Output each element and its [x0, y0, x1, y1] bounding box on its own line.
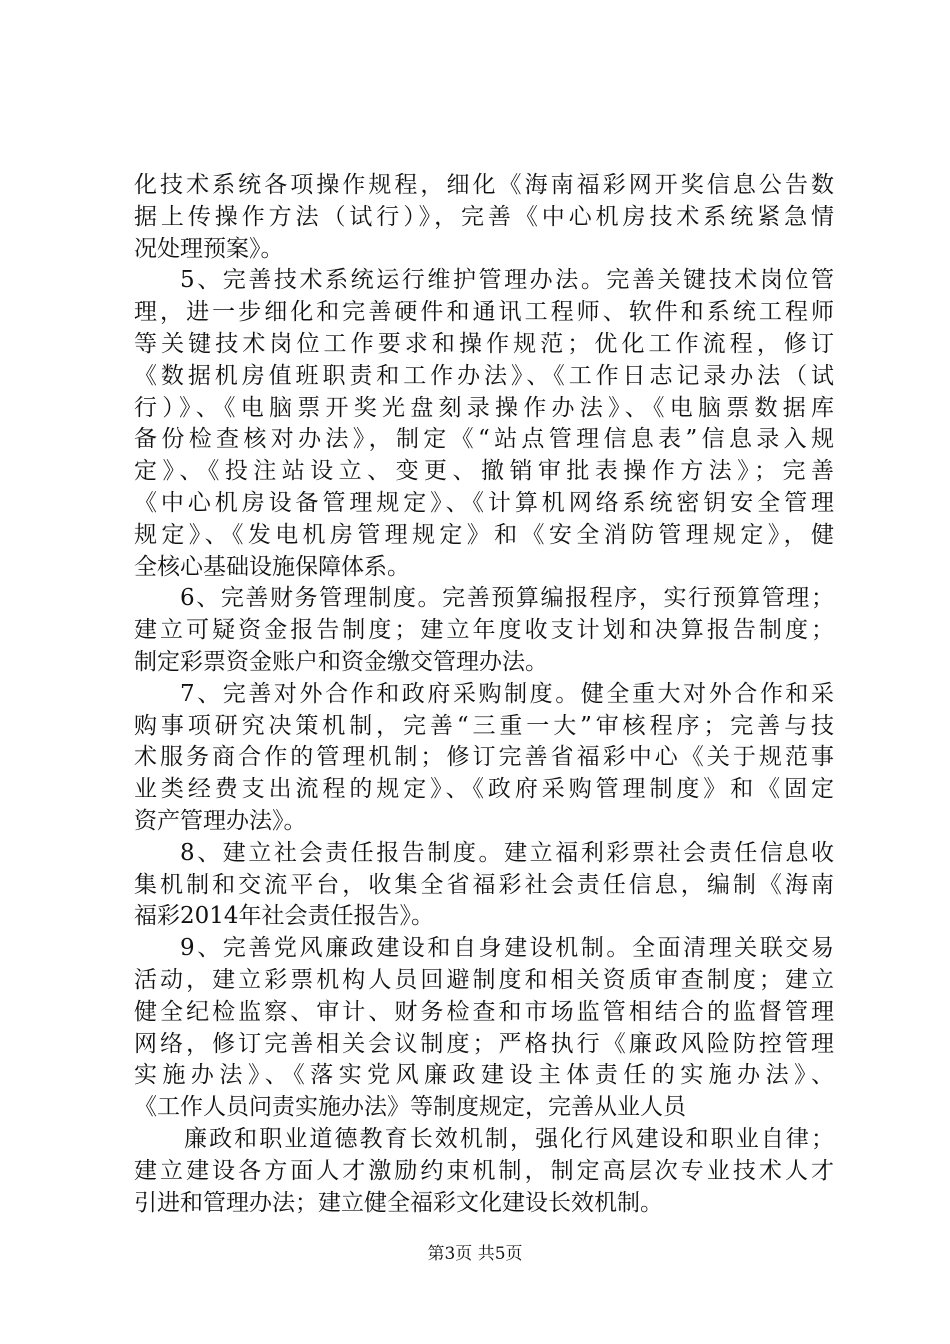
text-line: 建立建设各方面人才激励约束机制，制定高层次专业技术人才 [134, 1157, 834, 1184]
text-line: 定》、《投注站设立、变更、撤销审批表操作方法》；完善 [134, 458, 834, 485]
text-line: 建立可疑资金报告制度；建立年度收支计划和决算报告制度； [134, 617, 834, 644]
text-line: 行）》、《电脑票开奖光盘刻录操作办法》、《电脑票数据库 [134, 394, 834, 421]
text-line: 福彩2014年社会责任报告》。 [134, 903, 435, 930]
paragraph-7 [134, 1124, 834, 1219]
text-line: 《数据机房值班职责和工作办法》、《工作日志记录办法（试 [134, 362, 834, 389]
text-line: 集机制和交流平台，收集全省福彩社会责任信息，编制《海南 [134, 871, 834, 898]
text-line: 规定》、《发电机房管理规定》和《安全消防管理规定》，健 [134, 521, 834, 548]
text-line: 术服务商合作的管理机制；修订完善省福彩中心《关于规范事 [134, 744, 834, 771]
text-line: 况处理预案》。 [134, 235, 284, 262]
text-line: 理，进一步细化和完善硬件和通讯工程师、软件和系统工程师 [134, 299, 834, 326]
text-line: 据上传操作方法（试行）》，完善《中心机房技术系统紧急情 [134, 203, 834, 230]
text-line: 廉政和职业道德教育长效机制，强化行风建设和职业自律； [184, 1125, 834, 1152]
text-line: 业类经费支出流程的规定》、《政府采购管理制度》和《固定 [134, 776, 834, 803]
text-line: 网络，修订完善相关会议制度；严格执行《廉政风险防控管理 [134, 1030, 834, 1057]
paragraph-6 [134, 933, 834, 1124]
text-line: 《工作人员问责实施办法》等制度规定，完善从业人员 [134, 1094, 686, 1121]
text-line: 实施办法》、《落实党风廉政建设主体责任的实施办法》、 [134, 1062, 834, 1089]
paragraph-2 [134, 265, 834, 583]
text-line: 等关键技术岗位工作要求和操作规范；优化工作流程，修订 [134, 330, 834, 357]
paragraph-4 [134, 679, 834, 838]
text-line: 备份检查核对办法》，制定《“站点管理信息表”信息录入规 [134, 426, 834, 453]
paragraph-3 [134, 583, 834, 678]
text-line: 5、完善技术系统运行维护管理办法。完善关键技术岗位管 [180, 267, 834, 294]
text-line: 6、完善财务管理制度。完善预算编报程序，实行预算管理； [180, 585, 834, 612]
document-body [134, 170, 834, 1219]
text-line: 资产管理办法》。 [134, 807, 307, 834]
text-line: 8、建立社会责任报告制度。建立福利彩票社会责任信息收 [180, 839, 834, 866]
text-line: 活动，建立彩票机构人员回避制度和相关资质审查制度；建立 [134, 966, 834, 993]
page-number-footer: 第3页 共5页 [427, 1244, 523, 1264]
text-line: 7、完善对外合作和政府采购制度。健全重大对外合作和采 [180, 680, 834, 707]
text-line: 健全纪检监察、审计、财务检查和市场监管相结合的监督管理 [134, 998, 834, 1025]
text-line: 全核心基础设施保障体系。 [134, 553, 410, 580]
text-line: 购事项研究决策机制，完善“三重一大”审核程序；完善与技 [134, 712, 834, 739]
text-line: 9、完善党风廉政建设和自身建设机制。全面清理关联交易 [180, 935, 834, 962]
paragraph-5 [134, 838, 834, 933]
text-line: 引进和管理办法；建立健全福彩文化建设长效机制。 [134, 1189, 663, 1216]
text-line: 制定彩票资金账户和资金缴交管理办法。 [134, 648, 548, 675]
paragraph-1 [134, 170, 834, 265]
text-line: 化技术系统各项操作规程，细化《海南福彩网开奖信息公告数 [134, 172, 834, 198]
text-line: 《中心机房设备管理规定》、《计算机网络系统密钥安全管理 [134, 489, 834, 516]
